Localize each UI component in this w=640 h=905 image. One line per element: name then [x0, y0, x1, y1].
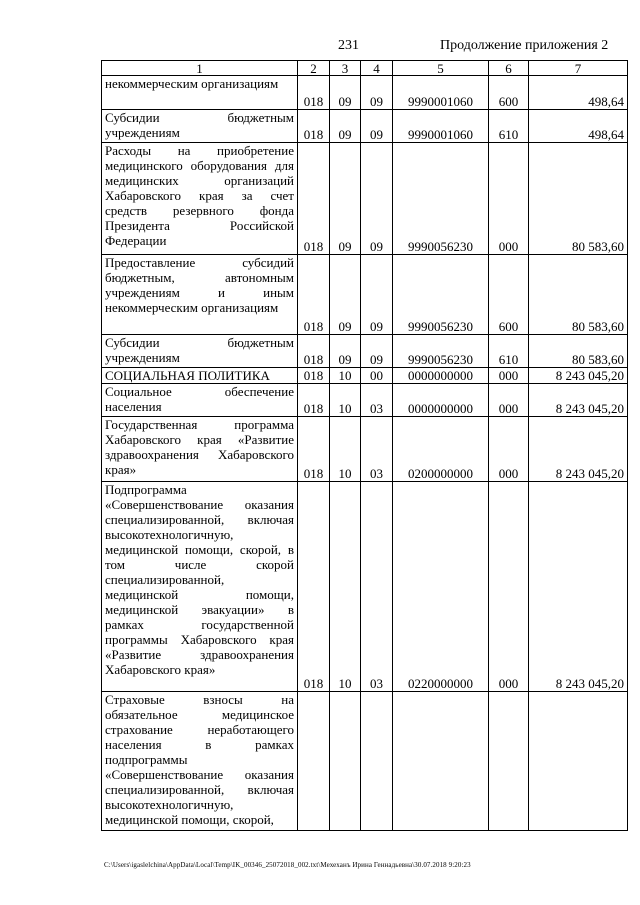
- cell-amount: 80 583,60: [529, 335, 628, 368]
- cell-col2: 018: [298, 255, 330, 335]
- cell-col6: 000: [489, 368, 529, 384]
- cell-col6: 000: [489, 384, 529, 417]
- cell-col2: 018: [298, 482, 330, 692]
- cell-amount: 498,64: [529, 76, 628, 110]
- cell-col2: 018: [298, 417, 330, 482]
- cell-col5: 9990056230: [393, 335, 489, 368]
- cell-amount: 80 583,60: [529, 143, 628, 255]
- cell-col2: 018: [298, 110, 330, 143]
- cell-col6: 000: [489, 417, 529, 482]
- cell-col4: [361, 692, 393, 831]
- cell-col4: 09: [361, 110, 393, 143]
- cell-col6: 000: [489, 482, 529, 692]
- column-header: 4: [361, 61, 393, 76]
- row-name: Страховые взносы на обязательное медицинское страхование неработающего населения в рамках подпрограммы «Совершенствование оказания специализированной, включая высокотехнологичную, медицинской помощи, скорой,: [102, 692, 298, 831]
- cell-amount: 498,64: [529, 110, 628, 143]
- cell-amount: 8 243 045,20: [529, 482, 628, 692]
- table-header-row: [102, 61, 628, 76]
- cell-col3: 09: [330, 76, 361, 110]
- cell-col4: 03: [361, 482, 393, 692]
- cell-col2: 018: [298, 143, 330, 255]
- row-name: СОЦИАЛЬНАЯ ПОЛИТИКА: [102, 368, 298, 384]
- cell-col2: 018: [298, 384, 330, 417]
- cell-col2: 018: [298, 368, 330, 384]
- cell-col6: [489, 692, 529, 831]
- cell-col5: 0000000000: [393, 368, 489, 384]
- file-path-footer: C:\Users\igaslelchina\AppData\Local\Temp\IK_00346_25072018_002.txt\Мехеханъ Ирина Геннадьевна\30.07.2018 9:20:23: [104, 861, 471, 869]
- table-row: [102, 692, 628, 831]
- cell-col4: 09: [361, 255, 393, 335]
- cell-col2: 018: [298, 76, 330, 110]
- row-name: Расходы на приобретение медицинского оборудования для медицинских организаций Хабаровского края за счет средств резервного фонда Президента Российской Федерации: [102, 143, 298, 255]
- column-header: 7: [529, 61, 628, 76]
- table-row: [102, 482, 628, 692]
- cell-col3: 10: [330, 417, 361, 482]
- cell-col6: 000: [489, 143, 529, 255]
- cell-col5: 9990056230: [393, 255, 489, 335]
- cell-col5: 0000000000: [393, 384, 489, 417]
- table-row: [102, 417, 628, 482]
- cell-col3: 09: [330, 255, 361, 335]
- cell-amount: 8 243 045,20: [529, 417, 628, 482]
- cell-col6: 610: [489, 335, 529, 368]
- page-number: 231: [338, 38, 359, 53]
- cell-col5: 0200000000: [393, 417, 489, 482]
- cell-col2: [298, 692, 330, 831]
- cell-amount: 8 243 045,20: [529, 368, 628, 384]
- cell-amount: 80 583,60: [529, 255, 628, 335]
- cell-col5: [393, 692, 489, 831]
- row-name: Государственная программа Хабаровского края «Развитие здравоохранения Хабаровского края»: [102, 417, 298, 482]
- cell-col4: 03: [361, 384, 393, 417]
- cell-col3: 09: [330, 335, 361, 368]
- cell-col4: 09: [361, 335, 393, 368]
- table-row: [102, 143, 628, 255]
- cell-col3: 10: [330, 384, 361, 417]
- row-name: Субсидии бюджетным учреждениям: [102, 335, 298, 368]
- cell-col6: 600: [489, 255, 529, 335]
- cell-col3: 09: [330, 143, 361, 255]
- continuation-label: Продолжение приложения 2: [440, 38, 609, 53]
- cell-col5: 0220000000: [393, 482, 489, 692]
- cell-col4: 00: [361, 368, 393, 384]
- table-row: [102, 335, 628, 368]
- column-header: 5: [393, 61, 489, 76]
- cell-col2: 018: [298, 335, 330, 368]
- row-name: Подпрограмма «Совершенствование оказания специализированной, включая высокотехнологичную, медицинской помощи, скорой, в том числе скорой специализированной, медицинской помощи, медицинской эвакуации» в рамках государственной программы Хабаровского края «Развитие здравоохранения Хабаровского края»: [102, 482, 298, 692]
- cell-amount: 8 243 045,20: [529, 384, 628, 417]
- column-header: 6: [489, 61, 529, 76]
- cell-col6: 610: [489, 110, 529, 143]
- cell-amount: [529, 692, 628, 831]
- row-name: Предоставление субсидий бюджетным, автономным учреждениям и иным некоммерческим организациям: [102, 255, 298, 335]
- table-row: [102, 384, 628, 417]
- cell-col4: 09: [361, 143, 393, 255]
- budget-table: [101, 60, 628, 831]
- table-row: [102, 255, 628, 335]
- table-row: [102, 76, 628, 110]
- cell-col4: 09: [361, 76, 393, 110]
- cell-col5: 9990001060: [393, 110, 489, 143]
- row-name: Субсидии бюджетным учреждениям: [102, 110, 298, 143]
- cell-col4: 03: [361, 417, 393, 482]
- column-header: 1: [102, 61, 298, 76]
- row-name: Социальное обеспечение населения: [102, 384, 298, 417]
- cell-col6: 600: [489, 76, 529, 110]
- table-row: [102, 110, 628, 143]
- column-header: 2: [298, 61, 330, 76]
- table-row: [102, 368, 628, 384]
- column-header: 3: [330, 61, 361, 76]
- cell-col5: 9990056230: [393, 143, 489, 255]
- cell-col3: 09: [330, 110, 361, 143]
- cell-col3: [330, 692, 361, 831]
- row-name: некоммерческим организациям: [102, 76, 298, 110]
- cell-col3: 10: [330, 482, 361, 692]
- cell-col5: 9990001060: [393, 76, 489, 110]
- cell-col3: 10: [330, 368, 361, 384]
